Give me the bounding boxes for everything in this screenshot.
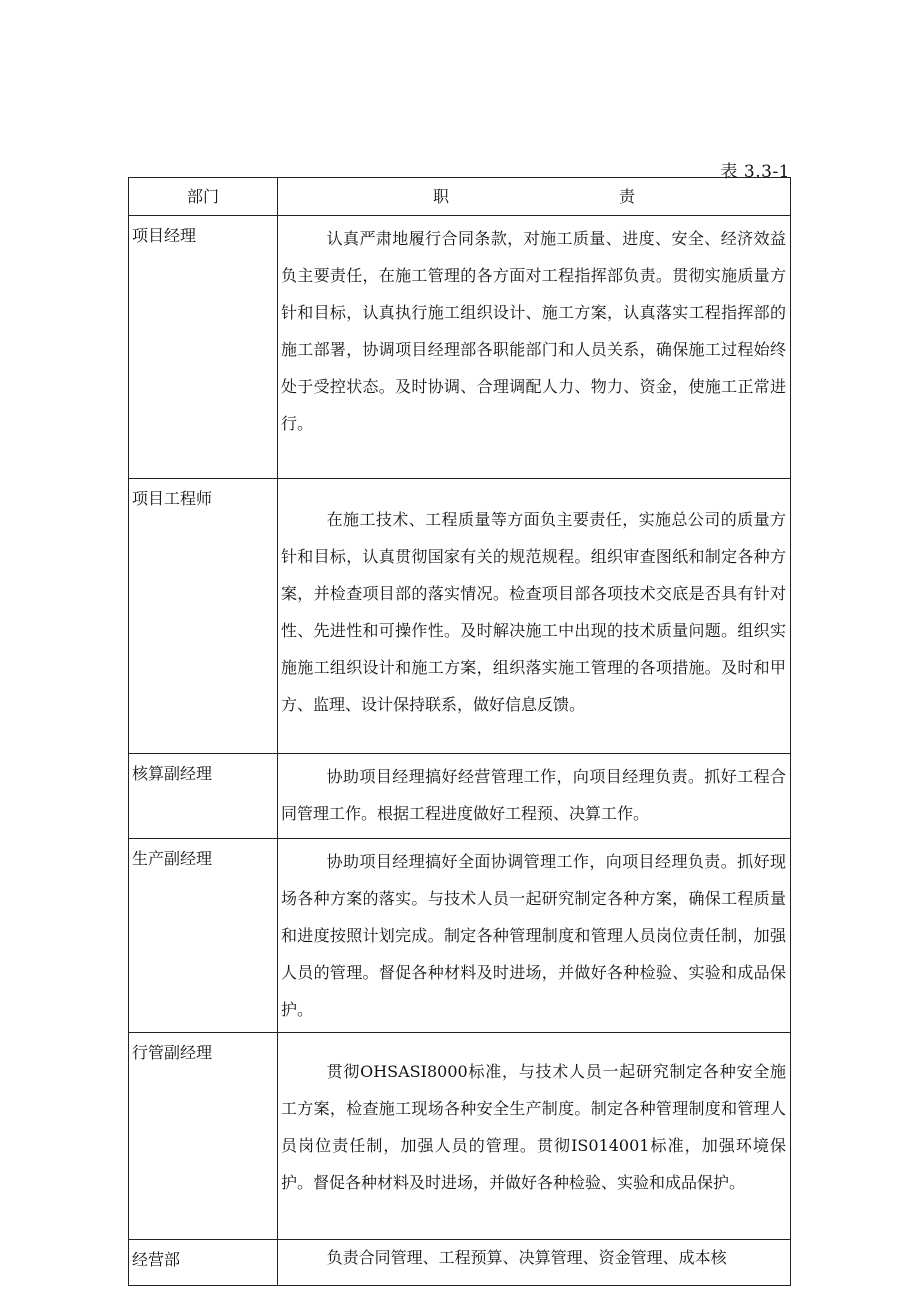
table-row bbox=[129, 1033, 791, 1240]
header-duty-char-2: 责 bbox=[619, 187, 636, 206]
table-row bbox=[129, 1240, 791, 1286]
department-cell: 项目工程师 bbox=[129, 479, 278, 754]
header-department: 部门 bbox=[129, 178, 278, 216]
header-duty bbox=[278, 178, 791, 216]
department-cell: 核算副经理 bbox=[129, 754, 278, 839]
department-cell: 行管副经理 bbox=[129, 1033, 278, 1240]
duty-cell: 协助项目经理搞好经营管理工作，向项目经理负责。抓好工程合同管理工作。根据工程进度做好工程预、决算工作。 bbox=[278, 754, 791, 839]
header-duty-char-1: 职 bbox=[432, 187, 449, 206]
department-cell: 项目经理 bbox=[129, 216, 278, 479]
duty-cell: 贯彻OHSASI8000标准，与技术人员一起研究制定各种安全施工方案，检查施工现场各种安全生产制度。制定各种管理制度和管理人员岗位责任制，加强人员的管理。贯彻IS014001标准，加强环境保护。督促各种材料及时进场，并做好各种检验、实验和成品保护。 bbox=[278, 1033, 791, 1240]
duty-cell: 协助项目经理搞好全面协调管理工作，向项目经理负责。抓好现场各种方案的落实。与技术人员一起研究制定各种方案，确保工程质量和进度按照计划完成。制定各种管理制度和管理人员岗位责任制，加强人员的管理。督促各种材料及时进场，并做好各种检验、实验和成品保护。 bbox=[278, 839, 791, 1033]
department-cell: 经营部 bbox=[129, 1240, 278, 1286]
duty-cell: 认真严肃地履行合同条款，对施工质量、进度、安全、经济效益负主要责任，在施工管理的各方面对工程指挥部负责。贯彻实施质量方针和目标，认真执行施工组织设计、施工方案，认真落实工程指挥部的施工部署，协调项目经理部各职能部门和人员关系，确保施工过程始终处于受控状态。及时协调、合理调配人力、物力、资金，使施工正常进行。 bbox=[278, 216, 791, 479]
table-row bbox=[129, 479, 791, 754]
duty-cell: 在施工技术、工程质量等方面负主要责任，实施总公司的质量方针和目标，认真贯彻国家有关的规范规程。组织审查图纸和制定各种方案，并检查项目部的落实情况。检查项目部各项技术交底是否具有针对性、先进性和可操作性。及时解决施工中出现的技术质量问题。组织实施施工组织设计和施工方案，组织落实施工管理的各项措施。及时和甲方、监理、设计保持联系，做好信息反馈。 bbox=[278, 479, 791, 754]
table-row bbox=[129, 216, 791, 479]
department-cell: 生产副经理 bbox=[129, 839, 278, 1033]
responsibility-table bbox=[128, 177, 791, 1286]
table-number: 表 3.3-1 bbox=[720, 162, 790, 182]
table-row bbox=[129, 754, 791, 839]
table-header-row bbox=[129, 178, 791, 216]
table-row bbox=[129, 839, 791, 1033]
duty-cell: 负责合同管理、工程预算、决算管理、资金管理、成本核 bbox=[278, 1240, 791, 1286]
